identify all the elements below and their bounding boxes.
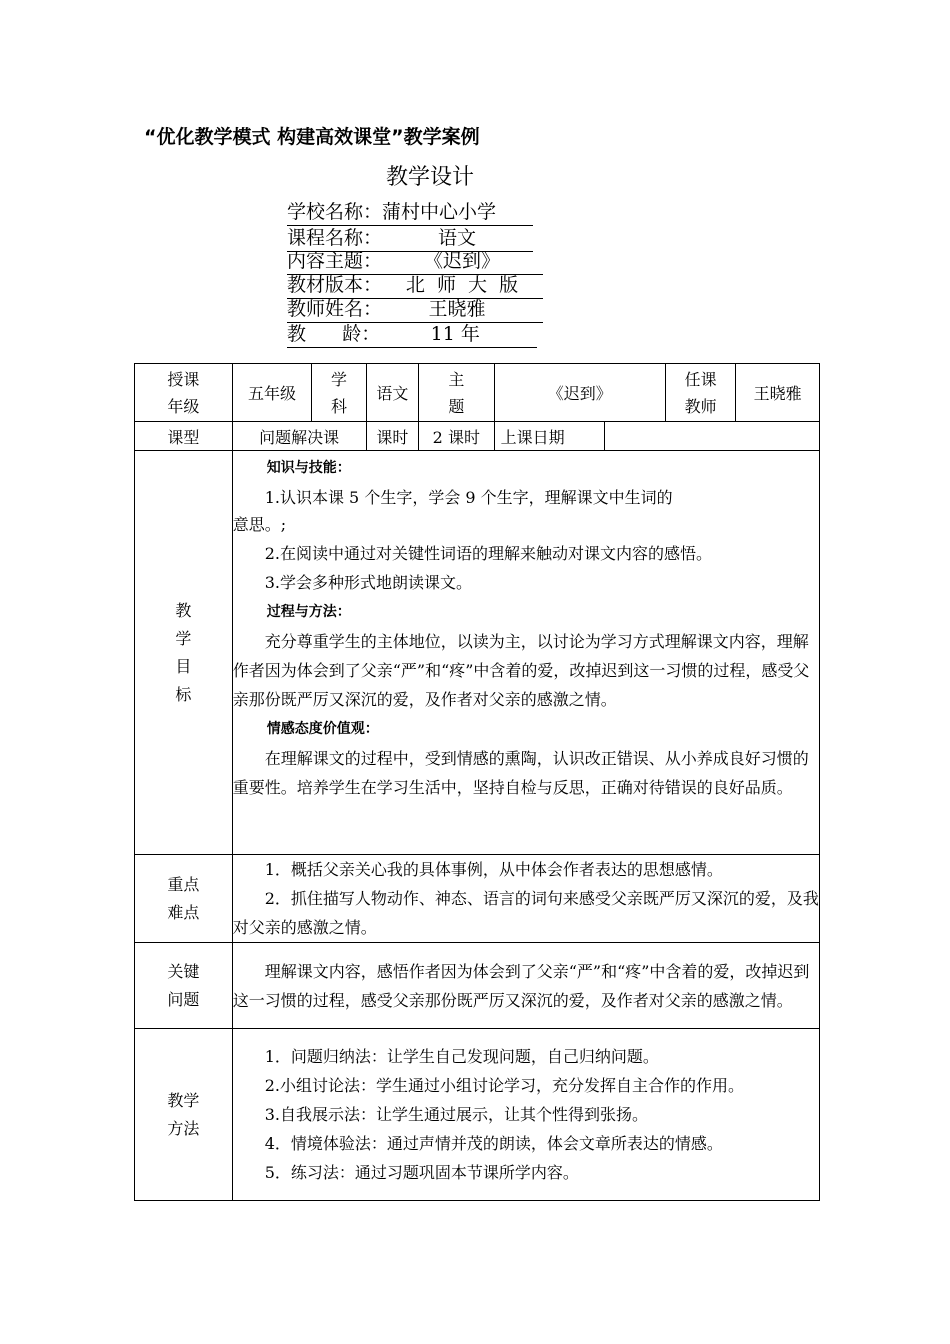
info-value: 王晓雅 xyxy=(428,298,486,320)
paragraph: 2.在阅读中通过对关键性词语的理解来触动对课文内容的感悟。 xyxy=(264,544,712,563)
table-row xyxy=(135,364,820,422)
methods-content xyxy=(232,1029,819,1201)
label-line: 教师 xyxy=(684,396,717,416)
grade-label xyxy=(135,364,233,422)
list-item: 1．问题归纳法：让学生自己发现问题，自己归纳问题。 xyxy=(264,1047,659,1066)
label-line: 方法 xyxy=(167,1118,200,1138)
page-title: “优化教学模式 构建高效课堂”教学案例 xyxy=(144,126,480,148)
info-value: 11 年 xyxy=(430,323,480,345)
list-item: 3.自我展示法：让学生通过展示，让其个性得到张扬。 xyxy=(264,1105,648,1124)
lesson-table xyxy=(134,363,820,1201)
info-label: 内容主题： xyxy=(287,250,383,272)
label-line: 任课 xyxy=(684,369,717,389)
teacher-value: 王晓雅 xyxy=(736,364,820,422)
paragraph: 3.学会多种形式地朗读课文。 xyxy=(264,573,472,592)
label-line: 教 xyxy=(175,600,192,620)
label-line: 题 xyxy=(448,396,465,416)
keypoints-content xyxy=(232,855,819,943)
keypoints-label xyxy=(135,855,233,943)
label-line: 教学 xyxy=(167,1090,200,1110)
info-label: 教 龄： xyxy=(287,323,381,345)
info-teacher xyxy=(287,298,543,323)
type-value: 问题解决课 xyxy=(232,422,366,451)
info-value: 蒲村中心小学 xyxy=(382,201,497,223)
info-school xyxy=(287,201,533,226)
keyquestion-label xyxy=(135,943,233,1029)
list-item: 2.小组讨论法：学生通过小组讨论学习，充分发挥自主合作的作用。 xyxy=(264,1076,744,1095)
hours-label: 课时 xyxy=(366,422,418,451)
teacher-label xyxy=(665,364,736,422)
section-heading: 情感态度价值观： xyxy=(266,721,379,737)
topic-label xyxy=(419,364,495,422)
paragraph: 1.认识本课 5 个生字，学会 9 个生字，理解课文中生词的 xyxy=(264,488,673,507)
info-label: 学校名称： xyxy=(287,201,383,223)
table-row xyxy=(135,451,820,855)
topic-value: 《迟到》 xyxy=(494,364,665,422)
table-row xyxy=(135,855,820,943)
label-line: 目 xyxy=(175,656,192,676)
label-line: 标 xyxy=(175,684,192,704)
table-row xyxy=(135,422,820,451)
info-topic xyxy=(287,250,543,275)
subject-value: 语文 xyxy=(366,364,418,422)
info-experience xyxy=(287,323,537,348)
keyquestion-content xyxy=(232,943,819,1029)
label-line: 问题 xyxy=(167,989,200,1009)
section-heading: 知识与技能： xyxy=(266,460,351,476)
subject-label xyxy=(312,364,366,422)
objectives-label xyxy=(135,451,233,855)
info-value: 语文 xyxy=(438,227,477,249)
paragraph: 1．概括父亲关心我的具体事例，从中体会作者表达的思想感情。 xyxy=(264,860,723,879)
section-heading: 过程与方法： xyxy=(266,604,351,620)
paragraph: 2．抓住描写人物动作、神态、语言的词句来感受父亲既严厉又深沉的爱，及我对父亲的感激之情。 xyxy=(232,889,819,937)
paragraph: 充分尊重学生的主体地位，以读为主，以讨论为学习方式理解课文内容，理解作者因为体会到了父亲“严”和“疼”中含着的爱，改掉迟到这一习惯的过程，感受父亲那份既严厉又深沉的爱，及作者对父亲的感激之情。 xyxy=(232,632,810,709)
section-title: 教学设计 xyxy=(386,165,475,190)
label-line: 学 xyxy=(330,369,347,389)
date-label: 上课日期 xyxy=(494,422,605,451)
label-line: 科 xyxy=(330,396,347,416)
info-label: 课程名称： xyxy=(287,227,383,249)
label-line: 年级 xyxy=(167,396,200,416)
info-label: 教材版本： xyxy=(287,274,383,296)
list-item: 5．练习法：通过习题巩固本节课所学内容。 xyxy=(264,1163,579,1182)
label-line: 学 xyxy=(175,628,192,648)
paragraph: 意思。; xyxy=(232,515,287,534)
label-line: 主 xyxy=(448,369,465,389)
label-line: 难点 xyxy=(167,902,200,922)
label-line: 重点 xyxy=(167,874,200,894)
objectives-content xyxy=(232,451,819,855)
label-line: 关键 xyxy=(167,961,200,981)
label-line: 授课 xyxy=(167,369,200,389)
table-row xyxy=(135,943,820,1029)
info-value: 北 师 大 版 xyxy=(405,274,519,296)
info-course xyxy=(287,227,533,252)
hours-value: 2 课时 xyxy=(419,422,495,451)
type-label: 课型 xyxy=(135,422,233,451)
info-value: 《迟到》 xyxy=(424,250,501,272)
paragraph: 理解课文内容，感悟作者因为体会到了父亲“严”和“疼”中含着的爱，改掉迟到这一习惯的过程，感受父亲那份既严厉又深沉的爱，及作者对父亲的感激之情。 xyxy=(232,961,810,1010)
date-value xyxy=(605,422,820,451)
list-item: 4．情境体验法：通过声情并茂的朗读，体会文章所表达的情感。 xyxy=(264,1134,723,1153)
info-edition xyxy=(287,274,543,299)
grade-value: 五年级 xyxy=(232,364,312,422)
table-row xyxy=(135,1029,820,1201)
paragraph: 在理解课文的过程中，受到情感的熏陶，认识改正错误、从小养成良好习惯的重要性。培养学生在学习生活中，坚持自检与反思，正确对待错误的良好品质。 xyxy=(232,749,809,797)
info-label: 教师姓名： xyxy=(287,298,383,320)
methods-label xyxy=(135,1029,233,1201)
